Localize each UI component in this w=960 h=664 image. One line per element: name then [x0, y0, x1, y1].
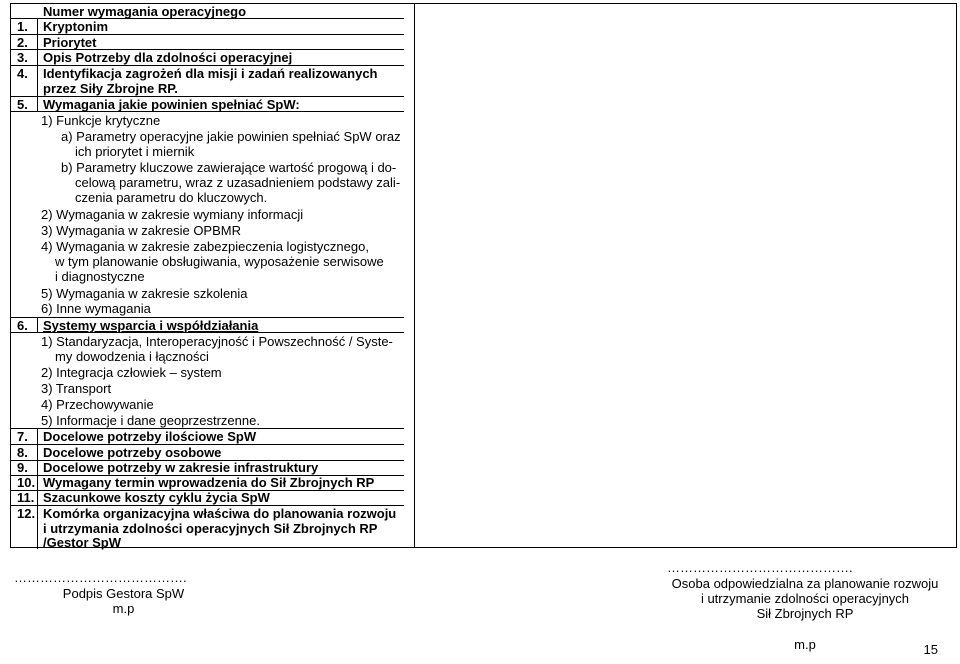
num-column-divider [37, 317, 38, 332]
row-label: Wymagania jakie powinien spełniać SpW: [43, 97, 300, 112]
header-title: Numer wymagania operacyjnego [43, 4, 247, 19]
row-number: 9. [17, 460, 28, 475]
row-number: 11. [17, 490, 35, 505]
row-label-line1: Komórka organizacyjna właściwa do planowania rozwoju [43, 506, 397, 521]
sub-item: 5) Wymagania w zakresie szkolenia [41, 286, 248, 301]
row-label: Wymagany termin wprowadzenia do Sił Zbrojnych RP [43, 475, 375, 490]
row-label-line2: przez Siły Zbrojne RP. [43, 81, 178, 96]
row-number: 7. [17, 429, 28, 444]
row-label-line3: /Gestor SpW [43, 535, 122, 550]
num-column-divider [37, 18, 38, 96]
seal-placeholder: m.p [794, 637, 816, 652]
row-number: 6. [17, 318, 28, 333]
signature-label-line2: i utrzymanie zdolności operacyjnych [700, 591, 910, 606]
row-number: 8. [17, 445, 28, 460]
sub-item: 1) Funkcje krytyczne [41, 113, 161, 128]
page-number: 15 [923, 642, 938, 657]
sub-item: w tym planowanie obsługiwania, wyposażenie serwisowe [55, 254, 384, 269]
signature-dots: ……………………………………. [667, 560, 853, 575]
row-label: Systemy wsparcia i współdziałania [43, 318, 259, 333]
row-label: Kryptonim [43, 19, 108, 34]
sub-item: my dowodzenia i łączności [55, 349, 209, 364]
seal-placeholder: m.p [112, 601, 135, 616]
sub-item: 2) Integracja człowiek – system [41, 365, 222, 380]
signature-label-line1: Osoba odpowiedzialna za planowanie rozwoju [671, 576, 939, 591]
row-label: Szacunkowe koszty cyklu życia SpW [43, 490, 270, 505]
signature-left [10, 570, 225, 616]
sub-item: 5) Informacje i dane geoprzestrzenne. [41, 413, 260, 428]
row-label: Docelowe potrzeby osobowe [43, 445, 222, 460]
sub-item: 1) Standaryzacja, Interoperacyjność i Powszechność / Syste- [41, 334, 393, 349]
row-number: 12. [17, 506, 36, 521]
row-label-line2: i utrzymania zdolności operacyjnych Sił Zbrojnych RP [43, 521, 378, 536]
sub-item: 3) Transport [41, 381, 112, 396]
signature-dots: …………………………………. [14, 570, 187, 585]
row-label: Docelowe potrzeby w zakresie infrastruktury [43, 460, 319, 475]
signature-label-line3: Sił Zbrojnych RP [756, 606, 854, 621]
row-label-line1: Identyfikacja zagrożeń dla misji i zadań realizowanych [43, 66, 378, 81]
row-number: 4. [17, 66, 28, 81]
column-divider [414, 4, 415, 547]
signature-label: Podpis Gestora SpW [62, 586, 185, 601]
num-column-divider [37, 96, 38, 111]
requirements-table [10, 3, 957, 548]
row-number: 2. [17, 35, 28, 50]
row-number: 10. [17, 475, 36, 490]
sub-item: 6) Inne wymagania [41, 301, 151, 316]
sub-item: czenia parametru do kluczowych. [75, 190, 268, 205]
sub-item: b) Parametry kluczowe zawierające wartość progową i do- [61, 160, 397, 175]
sub-item: i diagnostyczne [55, 269, 145, 284]
sub-item: 3) Wymagania w zakresie OPBMR [41, 223, 241, 238]
sub-item: celową parametru, wraz z uzasadnieniem podstawy zali- [75, 175, 401, 190]
sub-item: 4) Wymagania w zakresie zabezpieczenia logistycznego, [41, 239, 369, 254]
row-label: Docelowe potrzeby ilościowe SpW [43, 429, 257, 444]
num-column-divider [37, 428, 38, 549]
signature-right [655, 560, 955, 652]
row-number: 5. [17, 97, 28, 112]
row-label: Opis Potrzeby dla zdolności operacyjnej [43, 50, 293, 65]
sub-item: a) Parametry operacyjne jakie powinien spełniać SpW oraz [61, 129, 401, 144]
sub-item: 4) Przechowywanie [41, 397, 154, 412]
sub-item: 2) Wymagania w zakresie wymiany informacji [41, 207, 304, 222]
sub-item: ich priorytet i miernik [75, 144, 195, 159]
row-number: 1. [17, 19, 28, 34]
row-label: Priorytet [43, 35, 97, 50]
row-number: 3. [17, 50, 28, 65]
